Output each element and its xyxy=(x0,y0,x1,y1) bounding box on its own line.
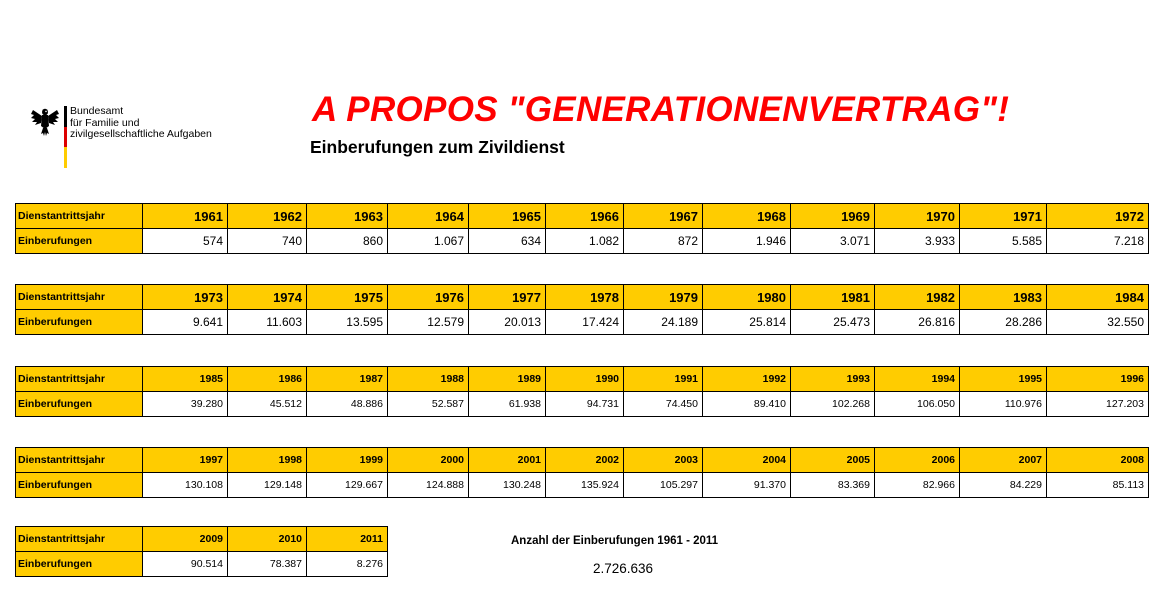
count-cell: 32.550 xyxy=(1047,310,1149,335)
year-cell: 1990 xyxy=(546,367,624,392)
year-cell: 1963 xyxy=(307,204,388,229)
count-cell: 7.218 xyxy=(1047,229,1149,254)
count-cell: 28.286 xyxy=(960,310,1047,335)
count-cell: 634 xyxy=(469,229,546,254)
year-cell: 2003 xyxy=(624,448,703,473)
org-line: zivilgesellschaftliche Aufgaben xyxy=(70,128,212,140)
year-table xyxy=(15,526,388,577)
count-row xyxy=(16,229,1149,254)
count-cell: 124.888 xyxy=(388,473,469,498)
year-cell: 2011 xyxy=(307,527,388,552)
flag-red xyxy=(64,127,67,148)
year-cell: 1998 xyxy=(228,448,307,473)
count-row xyxy=(16,392,1149,417)
year-cell: 1977 xyxy=(469,285,546,310)
count-cell: 94.731 xyxy=(546,392,624,417)
year-cell: 1994 xyxy=(875,367,960,392)
year-table xyxy=(15,366,1149,417)
year-cell: 1961 xyxy=(143,204,228,229)
flag-gold xyxy=(64,147,67,168)
count-cell: 872 xyxy=(624,229,703,254)
row-label-count: Einberufungen xyxy=(16,552,143,577)
year-table xyxy=(15,203,1149,254)
count-cell: 574 xyxy=(143,229,228,254)
year-cell: 2005 xyxy=(791,448,875,473)
count-cell: 5.585 xyxy=(960,229,1047,254)
page-subtitle: Einberufungen zum Zivildienst xyxy=(310,137,565,157)
count-cell: 135.924 xyxy=(546,473,624,498)
year-cell: 1976 xyxy=(388,285,469,310)
year-cell: 1984 xyxy=(1047,285,1149,310)
count-cell: 45.512 xyxy=(228,392,307,417)
year-cell: 1983 xyxy=(960,285,1047,310)
year-cell: 1985 xyxy=(143,367,228,392)
count-cell: 105.297 xyxy=(624,473,703,498)
year-cell: 1969 xyxy=(791,204,875,229)
count-cell: 90.514 xyxy=(143,552,228,577)
year-cell: 2007 xyxy=(960,448,1047,473)
year-cell: 1993 xyxy=(791,367,875,392)
year-cell: 2009 xyxy=(143,527,228,552)
row-label-count: Einberufungen xyxy=(16,310,143,335)
year-table xyxy=(15,447,1149,498)
total-label: Anzahl der Einberufungen 1961 - 2011 xyxy=(511,535,719,547)
count-cell: 24.189 xyxy=(624,310,703,335)
year-cell: 1999 xyxy=(307,448,388,473)
count-cell: 3.933 xyxy=(875,229,960,254)
count-cell: 85.113 xyxy=(1047,473,1149,498)
year-cell: 2004 xyxy=(703,448,791,473)
year-cell: 1982 xyxy=(875,285,960,310)
org-line: Bundesamt xyxy=(70,105,124,117)
row-label-count: Einberufungen xyxy=(16,392,143,417)
count-cell: 39.280 xyxy=(143,392,228,417)
year-cell: 1971 xyxy=(960,204,1047,229)
year-cell: 2002 xyxy=(546,448,624,473)
count-cell: 91.370 xyxy=(703,473,791,498)
year-cell: 1996 xyxy=(1047,367,1149,392)
count-cell: 61.938 xyxy=(469,392,546,417)
count-cell: 9.641 xyxy=(143,310,228,335)
count-row xyxy=(16,552,388,577)
year-row xyxy=(16,448,1149,473)
count-cell: 84.229 xyxy=(960,473,1047,498)
year-cell: 1966 xyxy=(546,204,624,229)
year-cell: 1980 xyxy=(703,285,791,310)
year-cell: 1981 xyxy=(791,285,875,310)
flag-black xyxy=(64,106,67,127)
logo xyxy=(30,104,230,170)
count-cell: 89.410 xyxy=(703,392,791,417)
count-cell: 129.667 xyxy=(307,473,388,498)
year-cell: 2010 xyxy=(228,527,307,552)
year-cell: 1970 xyxy=(875,204,960,229)
count-cell: 17.424 xyxy=(546,310,624,335)
count-cell: 1.067 xyxy=(388,229,469,254)
count-cell: 20.013 xyxy=(469,310,546,335)
year-cell: 1978 xyxy=(546,285,624,310)
row-label-year: Dienstantrittsjahr xyxy=(16,448,143,473)
count-cell: 130.248 xyxy=(469,473,546,498)
count-cell: 102.268 xyxy=(791,392,875,417)
year-cell: 2001 xyxy=(469,448,546,473)
year-cell: 1979 xyxy=(624,285,703,310)
count-cell: 26.816 xyxy=(875,310,960,335)
year-cell: 2000 xyxy=(388,448,469,473)
year-cell: 1974 xyxy=(228,285,307,310)
row-label-count: Einberufungen xyxy=(16,229,143,254)
count-cell: 130.108 xyxy=(143,473,228,498)
year-cell: 2008 xyxy=(1047,448,1149,473)
count-cell: 106.050 xyxy=(875,392,960,417)
federal-eagle-icon xyxy=(30,104,60,138)
count-cell: 3.071 xyxy=(791,229,875,254)
year-cell: 1965 xyxy=(469,204,546,229)
year-cell: 1972 xyxy=(1047,204,1149,229)
year-row xyxy=(16,285,1149,310)
count-cell: 129.148 xyxy=(228,473,307,498)
row-label-year: Dienstantrittsjahr xyxy=(16,285,143,310)
year-cell: 1964 xyxy=(388,204,469,229)
year-cell: 1968 xyxy=(703,204,791,229)
count-cell: 82.966 xyxy=(875,473,960,498)
flag-stripe xyxy=(64,106,67,168)
count-cell: 74.450 xyxy=(624,392,703,417)
count-cell: 25.473 xyxy=(791,310,875,335)
year-cell: 1975 xyxy=(307,285,388,310)
row-label-year: Dienstantrittsjahr xyxy=(16,204,143,229)
count-row xyxy=(16,473,1149,498)
count-cell: 8.276 xyxy=(307,552,388,577)
count-cell: 860 xyxy=(307,229,388,254)
count-cell: 1.082 xyxy=(546,229,624,254)
year-cell: 1987 xyxy=(307,367,388,392)
total-value: 2.726.636 xyxy=(593,561,654,576)
row-label-year: Dienstantrittsjahr xyxy=(16,367,143,392)
year-cell: 1995 xyxy=(960,367,1047,392)
year-cell: 1997 xyxy=(143,448,228,473)
year-cell: 1962 xyxy=(228,204,307,229)
count-cell: 25.814 xyxy=(703,310,791,335)
count-cell: 52.587 xyxy=(388,392,469,417)
year-cell: 1989 xyxy=(469,367,546,392)
year-cell: 1988 xyxy=(388,367,469,392)
count-cell: 83.369 xyxy=(791,473,875,498)
year-row xyxy=(16,204,1149,229)
page-title: A PROPOS "GENERATIONENVERTRAG"! xyxy=(312,90,1010,129)
count-cell: 11.603 xyxy=(228,310,307,335)
count-cell: 48.886 xyxy=(307,392,388,417)
count-cell: 12.579 xyxy=(388,310,469,335)
year-row xyxy=(16,527,388,552)
year-cell: 1967 xyxy=(624,204,703,229)
count-cell: 78.387 xyxy=(228,552,307,577)
count-cell: 127.203 xyxy=(1047,392,1149,417)
count-row xyxy=(16,310,1149,335)
year-cell: 1986 xyxy=(228,367,307,392)
count-cell: 740 xyxy=(228,229,307,254)
year-cell: 1992 xyxy=(703,367,791,392)
year-table xyxy=(15,284,1149,335)
count-cell: 110.976 xyxy=(960,392,1047,417)
year-row xyxy=(16,367,1149,392)
row-label-year: Dienstantrittsjahr xyxy=(16,527,143,552)
year-cell: 2006 xyxy=(875,448,960,473)
year-cell: 1991 xyxy=(624,367,703,392)
year-cell: 1973 xyxy=(143,285,228,310)
count-cell: 13.595 xyxy=(307,310,388,335)
row-label-count: Einberufungen xyxy=(16,473,143,498)
org-line: für Familie und xyxy=(70,116,140,129)
org-name xyxy=(70,106,212,141)
count-cell: 1.946 xyxy=(703,229,791,254)
